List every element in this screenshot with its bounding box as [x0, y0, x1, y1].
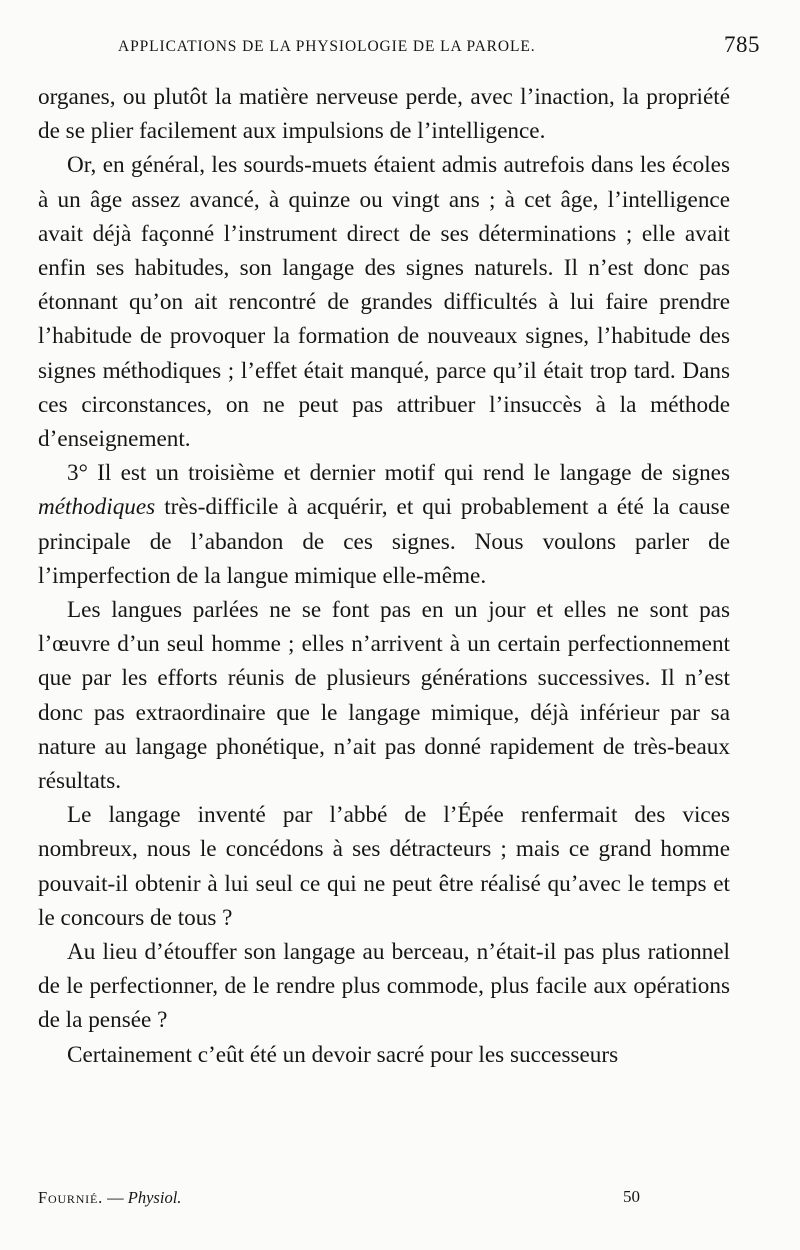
paragraph-third-motive-start: 3° Il est un troisième et dernier motif qui rend le langage de signes: [67, 460, 730, 487]
paragraph-certainly: Certainement c’eût été un devoir sacré pour les successeurs: [67, 1041, 619, 1068]
paragraph-third-motive-end: très-difficile à acquérir, et qui probablement a été la cause principale de l’abandon de ces signes. Nous voulons parler de l’imperfection de la langue mimique elle-même.: [38, 494, 730, 589]
footer-author: Fournié.: [38, 1188, 104, 1207]
paragraph-continuation: organes, ou plutôt la matière nerveuse perde, avec l’inaction, la propriété de se plier facilement aux impulsions de l’intelligence.: [38, 84, 730, 145]
paragraph-abbe-de-l-epee: Le langage inventé par l’abbé de l’Épée renfermait des vices nombreux, nous le concédons à ses détracteurs ; mais ce grand homme pouvait-il obtenir à lui seul ce qui ne peut être réalisé qu’avec le temps et le concours de tous ?: [38, 802, 730, 931]
page-number: 785: [724, 32, 760, 57]
emphasis-methodiques: méthodiques: [38, 494, 156, 521]
body-text: [38, 80, 730, 1072]
paragraph-instead-of-stifling: Au lieu d’étouffer son langage au berceau, n’était-il pas plus rationnel de le perfectionner, de le rendre plus commode, plus facile aux opérations de la pensée ?: [38, 939, 730, 1034]
running-head: [38, 34, 760, 60]
signature-mark: 50: [623, 1187, 640, 1206]
footer-author-title: [38, 1188, 181, 1208]
page-footer: [38, 1185, 760, 1213]
footer-short-title: Physiol.: [127, 1188, 182, 1207]
running-title: APPLICATIONS DE LA PHYSIOLOGIE DE LA PAROLE.: [118, 38, 536, 55]
paragraph-spoken-languages: Les langues parlées ne se font pas en un jour et elles ne sont pas l’œuvre d’un seul homme ; elles n’arrivent à un certain perfectionnement que par les efforts réunis de plusieurs générations successives. Il n’est donc pas extraordinaire que le langage mimique, déjà inférieur par sa nature au langage phonétique, n’ait pas donné rapidement de très-beaux résultats.: [38, 597, 730, 795]
paragraph-deaf-mute-age: Or, en général, les sourds-muets étaient admis autrefois dans les écoles à un âge assez avancé, à quinze ou vingt ans ; à cet âge, l’intelligence avait déjà façonné l’instrument direct de ses déterminations ; elle avait enfin ses habitudes, son langage des signes naturels. Il n’est donc pas étonnant qu’on ait rencontré de grandes difficultés à lui faire prendre l’habitude de provoquer la formation de nouveaux signes, l’habitude des signes méthodiques ; l’effet était manqué, parce qu’il était trop tard. Dans ces circonstances, on ne peut pas attribuer l’insuccès à la méthode d’enseignement.: [38, 152, 730, 453]
paragraph-third-motive: [38, 456, 730, 593]
footer-separator: —: [103, 1188, 128, 1207]
